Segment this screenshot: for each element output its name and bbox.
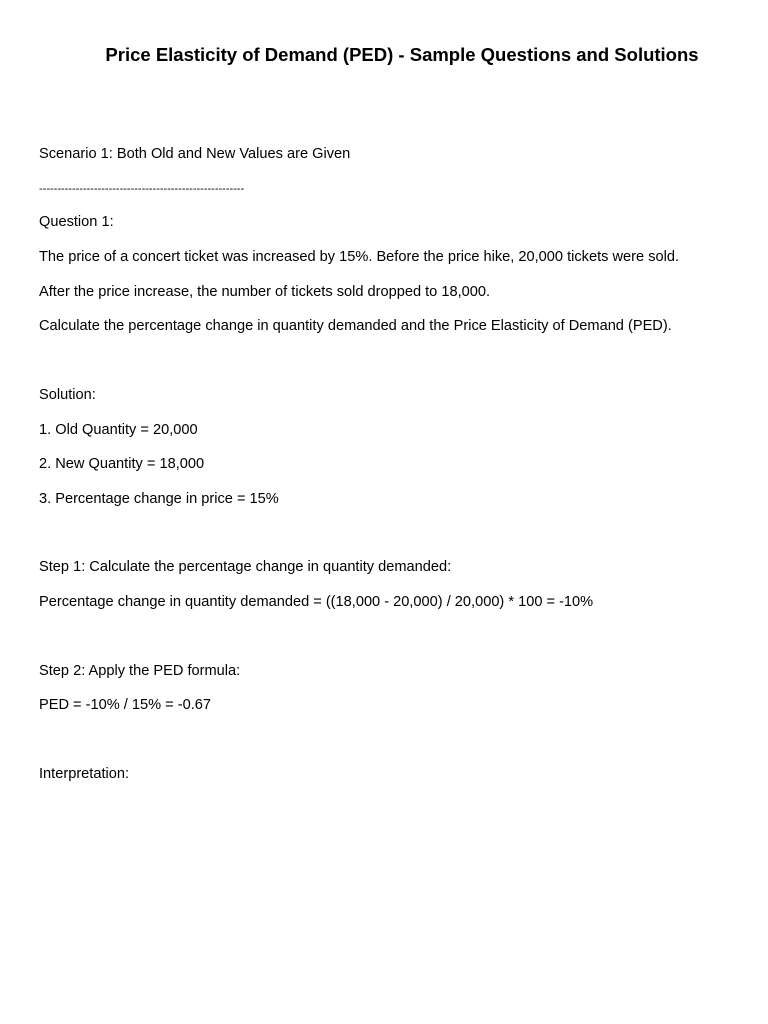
- question-label: Question 1:: [39, 214, 114, 230]
- given-item-new-quantity: 2. New Quantity = 18,000: [39, 456, 205, 472]
- separator-line: --------------------------------------------------------: [39, 183, 245, 195]
- question-text-line-2: After the price increase, the number of tickets sold dropped to 18,000.: [39, 284, 491, 300]
- step2-heading: Step 2: Apply the PED formula:: [39, 663, 241, 679]
- scenario-heading: Scenario 1: Both Old and New Values are Given: [39, 146, 351, 162]
- step1-heading: Step 1: Calculate the percentage change in quantity demanded:: [39, 559, 452, 575]
- given-item-old-quantity: 1. Old Quantity = 20,000: [39, 422, 198, 438]
- given-item-price-change: 3. Percentage change in price = 15%: [39, 491, 279, 507]
- step2-formula: PED = -10% / 15% = -0.67: [39, 697, 211, 713]
- step1-formula: Percentage change in quantity demanded = ((18,000 - 20,000) / 20,000) * 100 = -10%: [39, 594, 594, 610]
- interpretation-label: Interpretation:: [39, 766, 130, 782]
- solution-label: Solution:: [39, 387, 96, 403]
- page-title: Price Elasticity of Demand (PED) - Sample Questions and Solutions: [105, 44, 699, 65]
- question-text-line-1: The price of a concert ticket was increased by 15%. Before the price hike, 20,000 tickets were sold.: [39, 249, 680, 265]
- question-text-line-3: Calculate the percentage change in quantity demanded and the Price Elasticity of Demand (PED).: [39, 318, 672, 334]
